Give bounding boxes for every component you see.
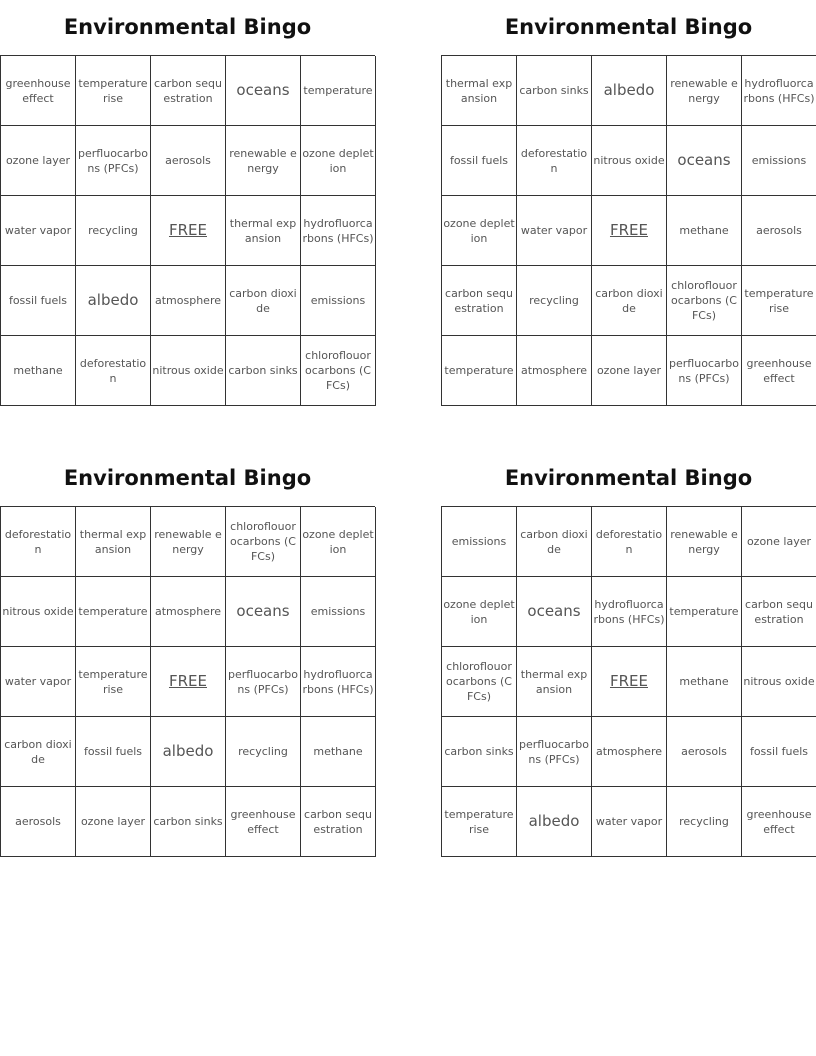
bingo-cell: hydrofluorcarbons (HFCs) <box>301 647 376 717</box>
bingo-cell: carbon dioxide <box>517 507 592 577</box>
bingo-cell: nitrous oxide <box>151 336 226 406</box>
bingo-cell: oceans <box>226 577 301 647</box>
bingo-cell: ozone depletion <box>301 126 376 196</box>
bingo-cell: water vapor <box>592 787 667 857</box>
bingo-cell: atmosphere <box>517 336 592 406</box>
bingo-cell: methane <box>301 717 376 787</box>
bingo-cell: carbon sinks <box>226 336 301 406</box>
bingo-cell: chloroflouorocarbons (CFCs) <box>442 647 517 717</box>
bingo-cell: carbon sequestration <box>742 577 816 647</box>
bingo-cell: methane <box>1 336 76 406</box>
bingo-cell: albedo <box>592 56 667 126</box>
bingo-cell: albedo <box>517 787 592 857</box>
bingo-cell: aerosols <box>1 787 76 857</box>
bingo-cell: albedo <box>76 266 151 336</box>
bingo-cell: renewable energy <box>226 126 301 196</box>
bingo-cell: perfluocarbons (PFCs) <box>76 126 151 196</box>
bingo-cell: thermal expansion <box>226 196 301 266</box>
bingo-cell: deforestation <box>517 126 592 196</box>
card-title: Environmental Bingo <box>63 15 312 39</box>
bingo-cell: fossil fuels <box>76 717 151 787</box>
bingo-cell: water vapor <box>1 196 76 266</box>
bingo-cell: deforestation <box>1 507 76 577</box>
bingo-cell: ozone layer <box>76 787 151 857</box>
bingo-cell: recycling <box>667 787 742 857</box>
bingo-cell: oceans <box>226 56 301 126</box>
bingo-cell: water vapor <box>1 647 76 717</box>
bingo-cell: temperature rise <box>76 56 151 126</box>
card-title: Environmental Bingo <box>63 466 312 490</box>
bingo-cell: hydrofluorcarbons (HFCs) <box>301 196 376 266</box>
bingo-cell: renewable energy <box>151 507 226 577</box>
bingo-cell: aerosols <box>151 126 226 196</box>
bingo-cell: emissions <box>301 266 376 336</box>
bingo-cell: water vapor <box>517 196 592 266</box>
bingo-grid <box>0 55 375 406</box>
bingo-cell: recycling <box>517 266 592 336</box>
bingo-cell: carbon dioxide <box>226 266 301 336</box>
bingo-cell: hydrofluorcarbons (HFCs) <box>592 577 667 647</box>
bingo-cell: albedo <box>151 717 226 787</box>
bingo-cell: fossil fuels <box>1 266 76 336</box>
bingo-cell: carbon sequestration <box>301 787 376 857</box>
bingo-cell: thermal expansion <box>442 56 517 126</box>
bingo-cell: ozone depletion <box>442 196 517 266</box>
bingo-grid <box>441 506 816 857</box>
bingo-cell: emissions <box>742 126 816 196</box>
bingo-cell: aerosols <box>667 717 742 787</box>
free-space: FREE <box>151 647 226 717</box>
bingo-cell: carbon sinks <box>151 787 226 857</box>
bingo-cell: temperature <box>442 336 517 406</box>
bingo-cell: aerosols <box>742 196 816 266</box>
bingo-cell: carbon dioxide <box>592 266 667 336</box>
bingo-cell: temperature <box>76 577 151 647</box>
card-title: Environmental Bingo <box>504 466 753 490</box>
bingo-cell: carbon sequestration <box>442 266 517 336</box>
bingo-cell: greenhouse effect <box>226 787 301 857</box>
free-space: FREE <box>592 196 667 266</box>
bingo-cell: perfluocarbons (PFCs) <box>226 647 301 717</box>
bingo-cell: greenhouse effect <box>742 787 816 857</box>
free-space: FREE <box>151 196 226 266</box>
bingo-cell: ozone layer <box>1 126 76 196</box>
bingo-cell: nitrous oxide <box>742 647 816 717</box>
bingo-cell: emissions <box>301 577 376 647</box>
bingo-cell: fossil fuels <box>442 126 517 196</box>
bingo-cell: methane <box>667 647 742 717</box>
bingo-cell: temperature <box>301 56 376 126</box>
bingo-cell: atmosphere <box>151 577 226 647</box>
bingo-cell: deforestation <box>592 507 667 577</box>
bingo-cell: emissions <box>442 507 517 577</box>
bingo-cell: temperature rise <box>742 266 816 336</box>
card-title: Environmental Bingo <box>504 15 753 39</box>
bingo-cell: chloroflouorocarbons (CFCs) <box>301 336 376 406</box>
bingo-card-3 <box>0 451 375 857</box>
bingo-cell: carbon sequestration <box>151 56 226 126</box>
bingo-grid <box>441 55 816 406</box>
bingo-card-1 <box>0 0 375 406</box>
bingo-cell: ozone layer <box>742 507 816 577</box>
bingo-cell: recycling <box>226 717 301 787</box>
bingo-cell: nitrous oxide <box>592 126 667 196</box>
bingo-cell: greenhouse effect <box>1 56 76 126</box>
bingo-cell: temperature <box>667 577 742 647</box>
bingo-cell: ozone layer <box>592 336 667 406</box>
bingo-cell: temperature rise <box>442 787 517 857</box>
bingo-cell: greenhouse effect <box>742 336 816 406</box>
bingo-cell: carbon sinks <box>442 717 517 787</box>
bingo-cell: recycling <box>76 196 151 266</box>
bingo-cell: oceans <box>667 126 742 196</box>
bingo-cell: thermal expansion <box>517 647 592 717</box>
bingo-cell: carbon dioxide <box>1 717 76 787</box>
bingo-cell: atmosphere <box>151 266 226 336</box>
free-space: FREE <box>592 647 667 717</box>
bingo-cell: chloroflouorocarbons (CFCs) <box>667 266 742 336</box>
bingo-cell: fossil fuels <box>742 717 816 787</box>
bingo-grid <box>0 506 375 857</box>
bingo-card-2 <box>441 0 816 406</box>
bingo-cell: ozone depletion <box>301 507 376 577</box>
bingo-cell: thermal expansion <box>76 507 151 577</box>
bingo-cell: temperature rise <box>76 647 151 717</box>
bingo-cell: atmosphere <box>592 717 667 787</box>
bingo-cell: deforestation <box>76 336 151 406</box>
bingo-cell: nitrous oxide <box>1 577 76 647</box>
bingo-cell: renewable energy <box>667 56 742 126</box>
bingo-card-4 <box>441 451 816 857</box>
bingo-cell: renewable energy <box>667 507 742 577</box>
bingo-cell: carbon sinks <box>517 56 592 126</box>
bingo-cell: hydrofluorcarbons (HFCs) <box>742 56 816 126</box>
bingo-cell: ozone depletion <box>442 577 517 647</box>
bingo-cell: chloroflouorocarbons (CFCs) <box>226 507 301 577</box>
bingo-cell: methane <box>667 196 742 266</box>
bingo-cell: oceans <box>517 577 592 647</box>
bingo-cell: perfluocarbons (PFCs) <box>667 336 742 406</box>
bingo-cell: perfluocarbons (PFCs) <box>517 717 592 787</box>
